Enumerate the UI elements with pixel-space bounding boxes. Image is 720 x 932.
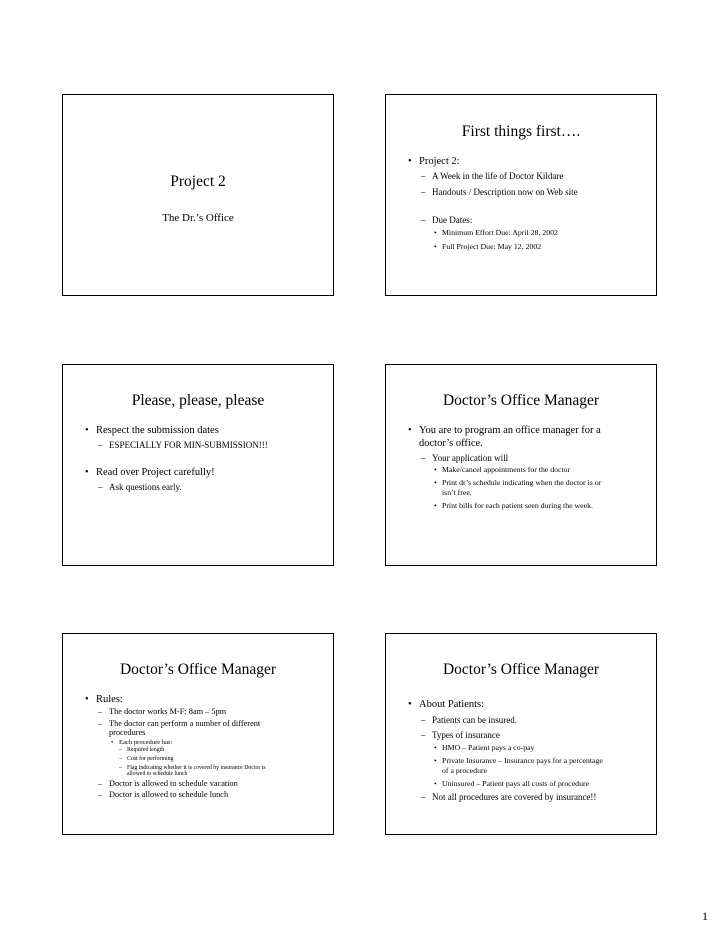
bullet-continuation: of a procedure — [442, 765, 488, 775]
bullet-item: • Make/cancel appointments for the doctor — [434, 465, 571, 475]
bullet-continuation: doctor’s office. — [419, 438, 483, 450]
slide-3 — [62, 364, 334, 566]
bullet-continuation: allowed to schedule lunch — [127, 771, 188, 778]
slide-4 — [385, 364, 657, 566]
bullet-item: • About Patients: — [408, 699, 485, 710]
bullet-item: – Flag indicating whether it is covered by insurance Doctor is — [119, 764, 266, 771]
slide-6 — [385, 633, 657, 835]
bullet-item: • Print dr’s schedule indicating when the doctor is or — [434, 478, 602, 488]
slide-title: Project 2 — [170, 173, 226, 190]
bullet-item: • Each procedure has: — [111, 738, 173, 746]
bullet-item: – Types of insurance — [421, 730, 500, 741]
bullet-item: – Not all procedures are covered by insurance!! — [421, 791, 597, 802]
bullet-item: – Cost for performing — [119, 755, 174, 762]
bullet-item: – The doctor can perform a number of different — [98, 718, 261, 728]
slide-2 — [385, 94, 657, 296]
slide-body — [63, 694, 333, 800]
slide-title: Doctor’s Office Manager — [442, 392, 600, 409]
bullet-item: • Respect the submission dates — [85, 425, 219, 436]
slide-title: Please, please, please — [131, 392, 265, 409]
bullet-item: • HMO – Patient pays a co-pay — [434, 742, 535, 752]
bullet-item: • Full Project Due: May 12, 2002 — [434, 242, 542, 252]
bullet-item: – Ask questions early. — [98, 482, 182, 493]
slide-5 — [62, 633, 334, 835]
slide-title: Doctor’s Office Manager — [119, 661, 277, 678]
bullet-item: – Handouts / Description now on Web site — [421, 187, 578, 198]
bullet-item: – Due Dates: — [421, 214, 473, 225]
bullet-item: • You are to program an office manager for a — [408, 425, 601, 436]
bullet-item: • Private Insurance – Insurance pays for a percentage — [434, 755, 603, 765]
slide-1 — [62, 94, 334, 296]
bullet-item: • Project 2: — [408, 156, 460, 167]
slide-body — [386, 425, 656, 511]
slide-title: First things first…. — [461, 123, 581, 140]
slide-title: Doctor’s Office Manager — [442, 661, 600, 678]
bullet-item: – A Week in the life of Doctor Kildare — [421, 171, 564, 182]
bullet-continuation: procedures — [109, 728, 146, 738]
page-number: 1 — [702, 909, 708, 923]
slide-body — [386, 156, 656, 252]
slide-body — [386, 699, 656, 802]
bullet-item: • Read over Project carefully! — [85, 467, 215, 479]
bullet-item: • Print bills for each patient seen during the week. — [434, 501, 593, 511]
bullet-item: – Patients can be insured. — [421, 715, 517, 726]
bullet-item: • Minimum Effort Due: April 28, 2002 — [434, 228, 558, 238]
bullet-item: – ESPECIALLY FOR MIN-SUBMISSION!!! — [98, 440, 268, 451]
slide-subtitle: The Dr.’s Office — [162, 212, 234, 224]
bullet-item: – The doctor works M-F: 8am – 5pm — [98, 707, 227, 717]
bullet-item: – Your application will — [421, 453, 509, 464]
bullet-item: – Required length — [119, 747, 165, 754]
slide-body — [63, 425, 333, 493]
bullet-item: – Doctor is allowed to schedule vacation — [98, 778, 238, 788]
bullet-item: – Doctor is allowed to schedule lunch — [98, 790, 229, 800]
bullet-continuation: isn’t free. — [442, 488, 472, 498]
bullet-item: • Rules: — [85, 694, 123, 705]
bullet-item: • Uninsured – Patient pays all costs of procedure — [434, 778, 590, 788]
